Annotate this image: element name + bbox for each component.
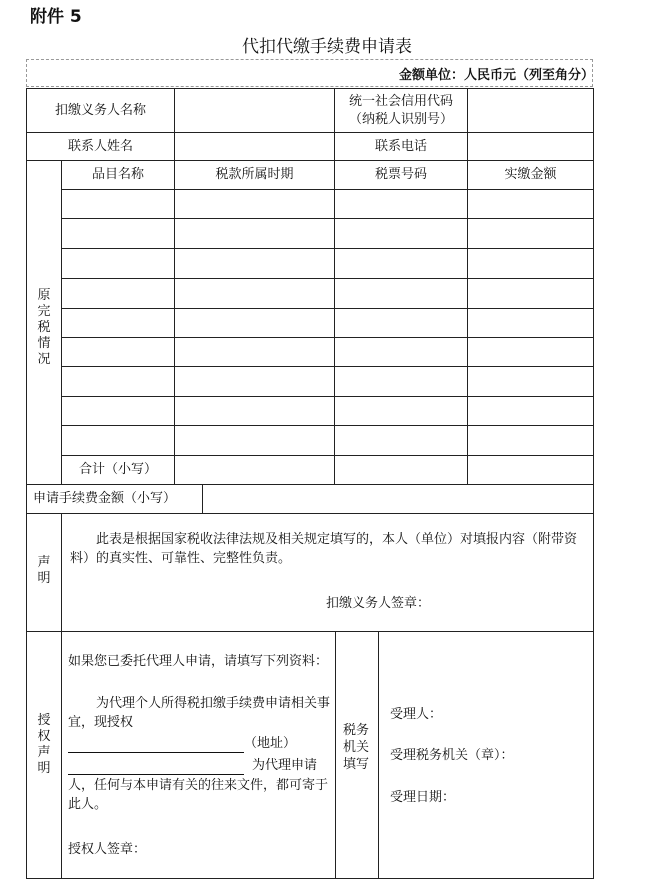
agent-blank — [68, 758, 244, 775]
declaration-signature: 扣缴义务人签章： — [326, 596, 431, 611]
amount-unit: 金额单位：人民币元（列至角分） — [398, 68, 594, 83]
auth-body: 为代理个人所得税扣缴手续费申请相关事宜，现授权 — [68, 696, 331, 730]
credit-code-label — [335, 89, 467, 132]
annex-label: 附件 5 — [30, 7, 82, 27]
address-blank — [68, 736, 244, 753]
declaration-label: 声明 — [37, 555, 51, 586]
col-paid-amount: 实缴金额 — [504, 167, 557, 182]
agent-label: 为代理申请 — [252, 758, 318, 773]
tax-section-label: 原完税情况 — [37, 288, 51, 367]
contact-phone-label: 联系电话 — [374, 138, 427, 154]
fee-amount-label: 申请手续费金额（小写） — [33, 491, 177, 506]
auth-agent-text: 人，任何与本申请有关的往来文件，都可寄于此人。 — [68, 778, 329, 812]
office-receiver: 受理人： — [390, 707, 443, 722]
authorization-label: 授权声明 — [37, 713, 51, 776]
col-tax-period: 税款所属时期 — [215, 167, 294, 182]
auth-intro: 如果您已委托代理人申请，请填写下列资料： — [68, 654, 329, 669]
office-name: 受理税务机关（章）： — [390, 748, 514, 763]
auth-address-row — [68, 734, 330, 753]
address-label: （地址） — [244, 736, 297, 751]
col-ticket-number: 税票号码 — [374, 167, 427, 182]
office-label: 税务机关填写 — [343, 723, 370, 772]
contact-name-label: 联系人姓名 — [67, 138, 133, 154]
withholder-name-label: 扣缴义务人名称 — [54, 102, 146, 118]
office-date: 受理日期： — [390, 790, 456, 805]
total-label: 合计（小写） — [78, 462, 157, 477]
credit-code-line1: 统一社会信用代码 — [348, 93, 453, 109]
credit-code-line2: （纳税人识别号） — [348, 111, 453, 127]
auth-agent-row — [68, 756, 330, 775]
declaration-text: 此表是根据国家税收法律法规及相关规定填写的，本人（单位）对填报内容（附带资料）的真实性、可靠性、完整性负责。 — [70, 532, 578, 566]
form-title: 代扣代缴手续费申请表 — [242, 37, 412, 57]
auth-signature: 授权人签章： — [68, 842, 147, 857]
col-item-name: 品目名称 — [91, 167, 144, 182]
